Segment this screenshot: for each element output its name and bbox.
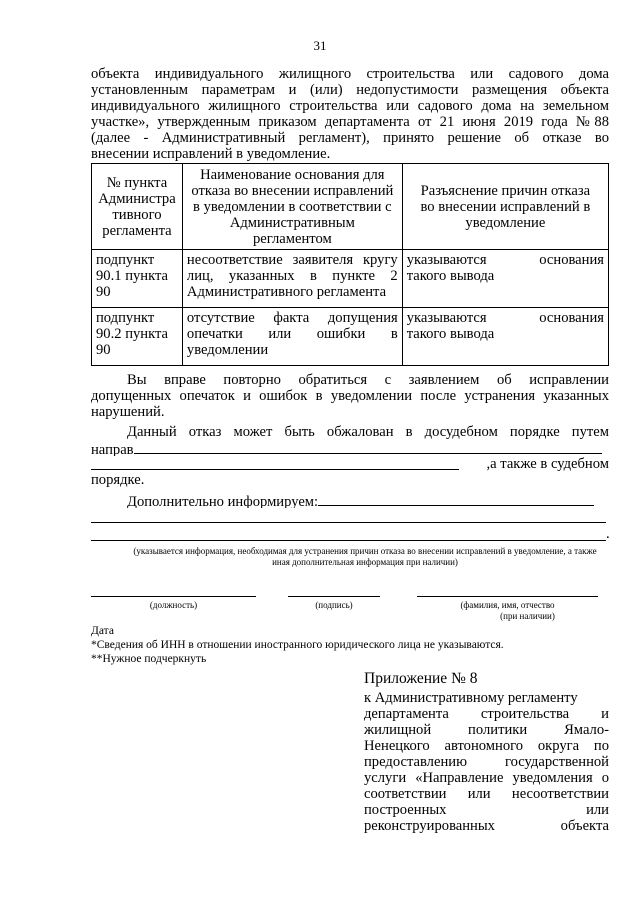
signature-line-position[interactable] [91,596,256,597]
appendix-block: Приложение № 8 к Административному регламенту департамента строительства и жилищной политики Ямало- Ненецкого автономного округа по предоставлению государственной услуги «Направление уведомления о соответствии или несоответствии построенных или реконструированных объекта [364,670,609,834]
caption-name: (фамилия, имя, отчество (при наличии) [460,600,555,621]
row-reason: отсутствие факта допущения опечатки или ошибки в уведомлении [182,308,402,366]
intro-line: участке», утвержденным приказом департамента от 21 июня 2019 года №88 [91,114,609,130]
line-end-period: . [606,526,610,542]
additional-info-paragraph: Дополнительно информируем: [91,492,609,508]
page-number: 31 [313,38,327,53]
row-reason: несоответствие заявителя кругу лиц, указанных в пункте 2 Административного регламента [182,250,402,308]
row-point: подпункт 90.2 пункта 90 [92,308,183,366]
header-explanation: Разъяснение причин отказа во внесении исправлений в уведомление [402,164,608,250]
blank-line[interactable] [91,456,459,470]
blank-line[interactable] [134,440,602,454]
header-reason: Наименование основания для отказа во внесении исправлений в уведомлении в соответствии с Административным регламентом [182,164,402,250]
repeat-application-paragraph: Вы вправе повторно обратиться с заявлением об исправлении допущенных опечаток и ошибок в уведомлении после устранения указанных нарушений. [91,372,609,420]
refusal-reasons-table [91,163,609,366]
intro-line: индивидуального жилищного строительства или садового дома на земельном [91,98,609,114]
additional-info-caption: (указывается информация, необходимая для устранения причин отказа во внесении исправлений в уведомление, а также иная дополнительная информация при наличии) [133,546,597,567]
table-row [92,250,609,308]
date-label: Дата [91,625,114,637]
caption-signature: (подпись) [315,600,353,610]
intro-line: объекта индивидуального жилищного строительства или садового дома [91,66,609,82]
blank-line[interactable] [91,540,606,541]
table-row [92,308,609,366]
blank-line[interactable] [318,492,594,506]
appeal-paragraph: Данный отказ может быть обжалован в досудебном порядке путем направ ,а также в судебном порядке. [91,424,609,488]
intro-line: внесении исправлений в уведомление. [91,146,331,162]
blank-line[interactable] [91,522,606,523]
intro-paragraph [91,66,609,162]
appendix-title: Приложение № 8 [364,670,478,687]
footnote-inn: *Сведения об ИНН в отношении иностранного юридического лица не указываются. [91,639,504,651]
signature-line-signature[interactable] [288,596,380,597]
signature-line-name[interactable] [417,596,598,597]
footnote-underline: **Нужное подчеркнуть [91,653,207,665]
row-point: подпункт 90.1 пункта 90 [92,250,183,308]
row-explanation: указываются основания такого вывода [402,308,608,366]
intro-line: установленным параметрам и (или) недопустимости размещения объекта [91,82,609,98]
header-point: № пункта Администра тивного регламента [92,164,183,250]
caption-position: (должность) [149,600,198,610]
row-explanation: указываются основания такого вывода [402,250,608,308]
intro-line: (далее - Административный регламент), принято решение об отказе во [91,130,609,146]
table-header-row [92,164,609,250]
